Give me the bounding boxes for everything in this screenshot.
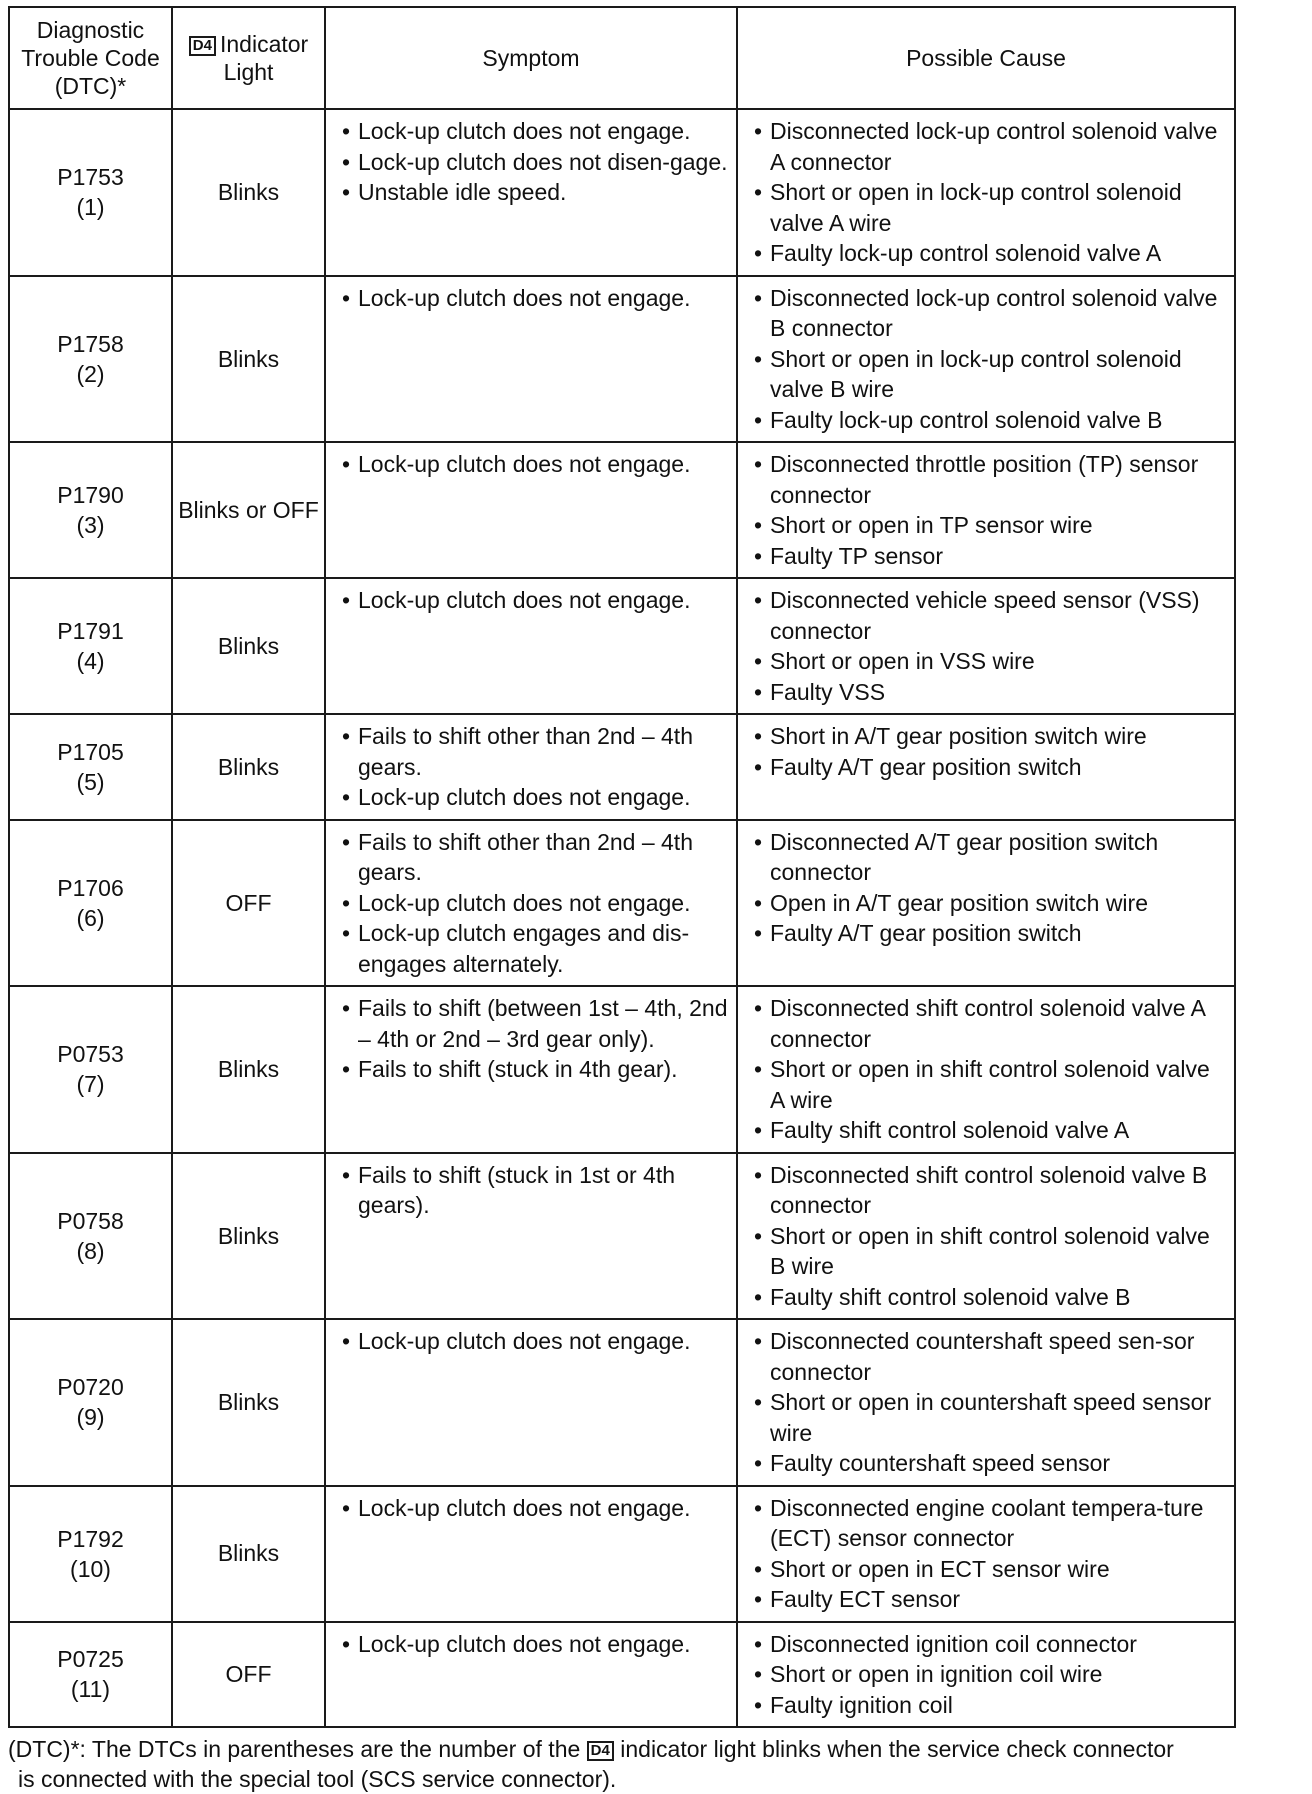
- symptom-item: • Lock-up clutch does not engage.: [342, 888, 730, 919]
- symptom-cell: [325, 714, 737, 820]
- possible-cause-cell: [737, 1319, 1235, 1486]
- blink-count: (8): [76, 1237, 105, 1264]
- cause-item: • Faulty shift control solenoid valve A: [754, 1115, 1228, 1146]
- dtc-code: P0758: [57, 1207, 124, 1234]
- indicator-light-cell: Blinks: [172, 276, 325, 443]
- cause-item: • Short or open in ignition coil wire: [754, 1659, 1228, 1690]
- cause-list: [738, 1154, 1234, 1319]
- blink-count: (5): [76, 768, 105, 795]
- symptom-cell: [325, 1319, 737, 1486]
- cause-list: [738, 110, 1234, 275]
- possible-cause-cell: [737, 1622, 1235, 1728]
- footnote: [8, 1734, 1308, 1794]
- dtc-code-cell: [9, 1319, 172, 1486]
- d4-indicator-icon: D4: [189, 36, 216, 56]
- table-row: [9, 442, 1235, 578]
- cause-item: • Disconnected vehicle speed sensor (VSS) connector: [754, 585, 1228, 646]
- symptom-cell: [325, 109, 737, 276]
- cause-item: • Short or open in lock-up control solenoid valve B wire: [754, 344, 1228, 405]
- dtc-code-cell: [9, 986, 172, 1153]
- cause-list: [738, 443, 1234, 577]
- table-row: [9, 1153, 1235, 1320]
- symptom-list: [326, 579, 736, 622]
- dtc-code-cell: [9, 714, 172, 820]
- symptom-item: • Lock-up clutch does not engage.: [342, 782, 730, 813]
- symptom-list: [326, 821, 736, 986]
- footnote-line1: [8, 1734, 1308, 1764]
- symptom-item: • Lock-up clutch does not engage.: [342, 1493, 730, 1524]
- symptom-item: • Lock-up clutch does not disen-gage.: [342, 147, 730, 178]
- table-row: [9, 1622, 1235, 1728]
- dtc-code-cell: [9, 1153, 172, 1320]
- table-row: [9, 986, 1235, 1153]
- blink-count: (2): [76, 360, 105, 387]
- possible-cause-cell: [737, 1486, 1235, 1622]
- blink-count: (10): [70, 1555, 111, 1582]
- symptom-cell: [325, 1486, 737, 1622]
- cause-item: • Disconnected ignition coil connector: [754, 1629, 1228, 1660]
- cause-item: • Faulty shift control solenoid valve B: [754, 1282, 1228, 1313]
- cause-item: • Disconnected lock-up control solenoid valve B connector: [754, 283, 1228, 344]
- header-indicator-label: Indicator: [219, 31, 309, 57]
- footnote-prefix: (DTC)*: The DTCs in parentheses are the number of the: [8, 1736, 581, 1762]
- header-dtc: [9, 7, 172, 109]
- cause-list: [738, 1320, 1234, 1485]
- indicator-light-cell: Blinks or OFF: [172, 442, 325, 578]
- dtc-code-cell: [9, 276, 172, 443]
- header-indicator-line2: Light: [223, 59, 274, 85]
- indicator-light-cell: Blinks: [172, 986, 325, 1153]
- symptom-list: [326, 715, 736, 819]
- dtc-code-cell: [9, 820, 172, 987]
- indicator-light-cell: Blinks: [172, 714, 325, 820]
- dtc-code-cell: [9, 442, 172, 578]
- cause-item: • Short or open in lock-up control solenoid valve A wire: [754, 177, 1228, 238]
- dtc-code: P1792: [57, 1525, 124, 1552]
- dtc-code: P1705: [57, 738, 124, 765]
- possible-cause-cell: [737, 820, 1235, 987]
- table-row: [9, 714, 1235, 820]
- cause-item: • Open in A/T gear position switch wire: [754, 888, 1228, 919]
- symptom-item: • Lock-up clutch does not engage.: [342, 1629, 730, 1660]
- dtc-code: P1753: [57, 164, 124, 191]
- dtc-code: P1706: [57, 874, 124, 901]
- d4-indicator-icon: D4: [587, 1741, 614, 1761]
- cause-item: • Faulty lock-up control solenoid valve B: [754, 405, 1228, 436]
- cause-list: [738, 715, 1234, 788]
- symptom-cell: [325, 578, 737, 714]
- cause-item: • Short or open in TP sensor wire: [754, 510, 1228, 541]
- cause-item: • Disconnected A/T gear position switch connector: [754, 827, 1228, 888]
- header-dtc-line2: Trouble Code: [21, 45, 160, 71]
- symptom-item: • Lock-up clutch does not engage.: [342, 585, 730, 616]
- indicator-light-cell: Blinks: [172, 578, 325, 714]
- cause-item: • Disconnected engine coolant tempera-ture (ECT) sensor connector: [754, 1493, 1228, 1554]
- header-dtc-line3: (DTC)*: [54, 73, 127, 99]
- table-row: [9, 1319, 1235, 1486]
- symptom-list: [326, 1154, 736, 1227]
- symptom-cell: [325, 442, 737, 578]
- table-row: [9, 578, 1235, 714]
- header-indicator-light: [172, 7, 325, 109]
- cause-item: • Faulty ECT sensor: [754, 1584, 1228, 1615]
- possible-cause-cell: [737, 578, 1235, 714]
- table-row: [9, 1486, 1235, 1622]
- dtc-code: P0753: [57, 1041, 124, 1068]
- symptom-list: [326, 443, 736, 486]
- table-row: [9, 820, 1235, 987]
- blink-count: (1): [76, 194, 105, 221]
- cause-item: • Faulty A/T gear position switch: [754, 918, 1228, 949]
- dtc-code: P1790: [57, 482, 124, 508]
- symptom-cell: [325, 986, 737, 1153]
- cause-item: • Faulty ignition coil: [754, 1690, 1228, 1721]
- cause-list: [738, 579, 1234, 713]
- cause-item: • Disconnected lock-up control solenoid valve A connector: [754, 116, 1228, 177]
- dtc-code: P1791: [57, 618, 124, 644]
- cause-list: [738, 1623, 1234, 1727]
- dtc-code: P0725: [57, 1646, 124, 1673]
- cause-item: • Faulty A/T gear position switch: [754, 752, 1228, 783]
- symptom-cell: [325, 1622, 737, 1728]
- dtc-table: [8, 6, 1236, 1728]
- cause-item: • Short or open in ECT sensor wire: [754, 1554, 1228, 1585]
- table-row: [9, 109, 1235, 276]
- blink-count: (6): [76, 904, 105, 931]
- indicator-light-cell: Blinks: [172, 109, 325, 276]
- cause-item: • Short or open in VSS wire: [754, 646, 1228, 677]
- possible-cause-cell: [737, 109, 1235, 276]
- cause-list: [738, 1487, 1234, 1621]
- cause-item: • Disconnected shift control solenoid valve A connector: [754, 993, 1228, 1054]
- dtc-code-cell: [9, 578, 172, 714]
- footnote-suffix: indicator light blinks when the service check connector: [620, 1736, 1174, 1762]
- indicator-light-cell: Blinks: [172, 1319, 325, 1486]
- symptom-cell: [325, 276, 737, 443]
- possible-cause-cell: [737, 276, 1235, 443]
- cause-item: • Faulty TP sensor: [754, 541, 1228, 572]
- possible-cause-cell: [737, 714, 1235, 820]
- dtc-code: P0720: [57, 1374, 124, 1401]
- table-row: [9, 276, 1235, 443]
- blink-count: (4): [76, 648, 105, 674]
- indicator-light-cell: OFF: [172, 820, 325, 987]
- symptom-list: [326, 1320, 736, 1363]
- cause-item: • Disconnected shift control solenoid valve B connector: [754, 1160, 1228, 1221]
- dtc-code-cell: [9, 1622, 172, 1728]
- cause-list: [738, 987, 1234, 1152]
- symptom-item: • Lock-up clutch does not engage.: [342, 283, 730, 314]
- cause-item: • Faulty VSS: [754, 677, 1228, 708]
- symptom-item: • Fails to shift other than 2nd – 4th gears.: [342, 827, 730, 888]
- cause-item: • Disconnected countershaft speed sen-sor connector: [754, 1326, 1228, 1387]
- symptom-item: • Lock-up clutch engages and dis-engages alternately.: [342, 918, 730, 979]
- cause-item: • Disconnected throttle position (TP) sensor connector: [754, 449, 1228, 510]
- blink-count: (3): [76, 512, 105, 538]
- symptom-item: • Fails to shift (between 1st – 4th, 2nd – 4th or 2nd – 3rd gear only).: [342, 993, 730, 1054]
- header-indicator-line1: [173, 30, 324, 58]
- possible-cause-cell: [737, 442, 1235, 578]
- possible-cause-cell: [737, 1153, 1235, 1320]
- symptom-list: [326, 1487, 736, 1530]
- dtc-document: [8, 6, 1308, 1794]
- footnote-line2: is connected with the special tool (SCS service connector).: [18, 1766, 617, 1792]
- indicator-light-cell: Blinks: [172, 1153, 325, 1320]
- cause-list: [738, 277, 1234, 442]
- symptom-cell: [325, 1153, 737, 1320]
- cause-item: • Short or open in shift control solenoid valve B wire: [754, 1221, 1228, 1282]
- table-header-row: [9, 7, 1235, 109]
- symptom-item: • Unstable idle speed.: [342, 177, 730, 208]
- cause-item: • Short or open in countershaft speed sensor wire: [754, 1387, 1228, 1448]
- symptom-list: [326, 110, 736, 214]
- cause-item: • Short in A/T gear position switch wire: [754, 721, 1228, 752]
- symptom-item: • Fails to shift (stuck in 1st or 4th gears).: [342, 1160, 730, 1221]
- indicator-light-cell: OFF: [172, 1622, 325, 1728]
- symptom-list: [326, 277, 736, 320]
- symptom-item: • Lock-up clutch does not engage.: [342, 116, 730, 147]
- possible-cause-cell: [737, 986, 1235, 1153]
- symptom-cell: [325, 820, 737, 987]
- symptom-item: • Lock-up clutch does not engage.: [342, 1326, 730, 1357]
- blink-count: (11): [70, 1676, 111, 1703]
- blink-count: (7): [76, 1071, 105, 1098]
- cause-item: • Short or open in shift control solenoid valve A wire: [754, 1054, 1228, 1115]
- symptom-item: • Lock-up clutch does not engage.: [342, 449, 730, 480]
- dtc-code-cell: [9, 109, 172, 276]
- cause-item: • Faulty countershaft speed sensor: [754, 1448, 1228, 1479]
- symptom-item: • Fails to shift other than 2nd – 4th gears.: [342, 721, 730, 782]
- blink-count: (9): [76, 1404, 105, 1431]
- cause-list: [738, 821, 1234, 955]
- dtc-code: P1758: [57, 330, 124, 357]
- indicator-light-cell: Blinks: [172, 1486, 325, 1622]
- symptom-item: • Fails to shift (stuck in 4th gear).: [342, 1054, 730, 1085]
- symptom-list: [326, 987, 736, 1091]
- dtc-code-cell: [9, 1486, 172, 1622]
- cause-item: • Faulty lock-up control solenoid valve A: [754, 238, 1228, 269]
- header-dtc-line1: Diagnostic: [36, 17, 145, 43]
- header-symptom: Symptom: [325, 7, 737, 109]
- symptom-list: [326, 1623, 736, 1666]
- header-possible-cause: Possible Cause: [737, 7, 1235, 109]
